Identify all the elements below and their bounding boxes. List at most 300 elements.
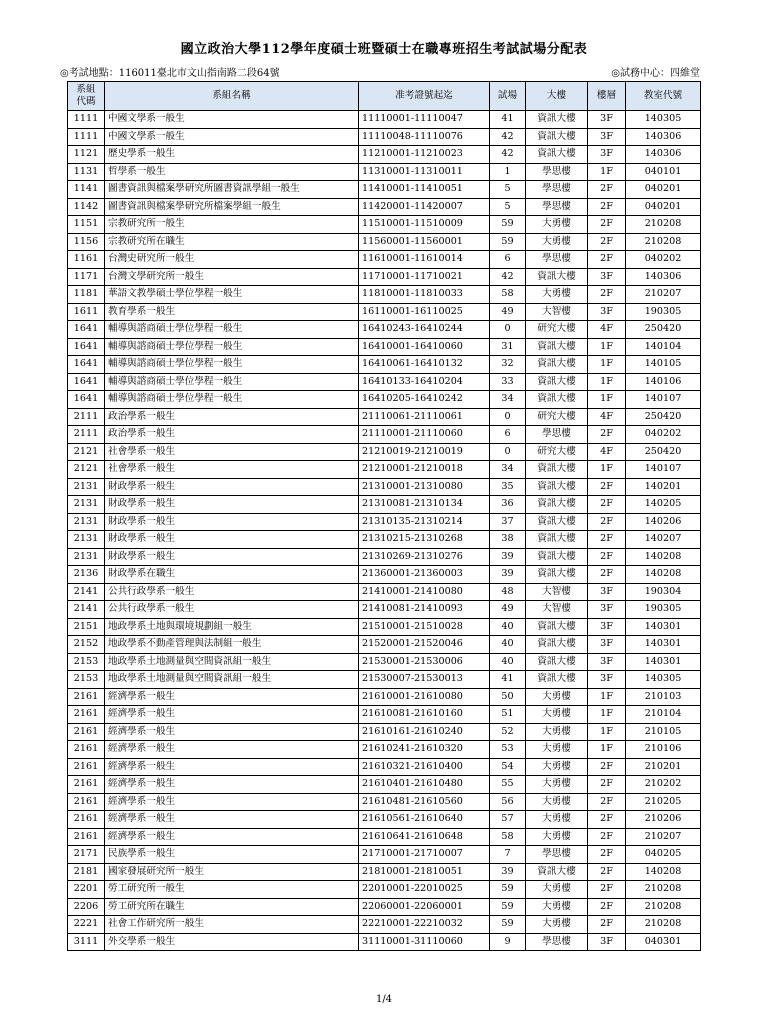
classroom-code-cell: 210207: [626, 286, 701, 304]
classroom-code-cell: 140208: [626, 548, 701, 566]
dept-name-cell: 經濟學系一般生: [105, 741, 359, 759]
room-cell: 58: [490, 286, 526, 304]
room-cell: 56: [490, 793, 526, 811]
building-cell: 大勇樓: [526, 828, 588, 846]
table-row: [68, 268, 701, 286]
ticket-range-cell: 16410243-16410244: [359, 321, 490, 339]
floor-cell: 2F: [588, 531, 626, 549]
ticket-range-cell: 21610001-21610080: [359, 688, 490, 706]
room-cell: 34: [490, 391, 526, 409]
table-row: [68, 216, 701, 234]
ticket-range-cell: 21410001-21410080: [359, 583, 490, 601]
dept-name-cell: 地政學系土地測量與空間資訊組一般生: [105, 671, 359, 689]
room-cell: 38: [490, 531, 526, 549]
dept-code-cell: 1111: [68, 128, 105, 146]
dept-code-cell: 2201: [68, 881, 105, 899]
ticket-range-cell: 11420001-11420007: [359, 198, 490, 216]
ticket-range-cell: 22010001-22010025: [359, 881, 490, 899]
ticket-range-cell: 21310081-21310134: [359, 496, 490, 514]
floor-cell: 3F: [588, 146, 626, 164]
building-cell: 大勇樓: [526, 758, 588, 776]
dept-code-cell: 1611: [68, 303, 105, 321]
classroom-code-cell: 250420: [626, 443, 701, 461]
dept-name-cell: 經濟學系一般生: [105, 811, 359, 829]
col-building-header: 大樓: [526, 82, 588, 111]
dept-name-cell: 社會學系一般生: [105, 443, 359, 461]
classroom-code-cell: 190305: [626, 303, 701, 321]
building-cell: 資訊大樓: [526, 338, 588, 356]
building-cell: 研究大樓: [526, 408, 588, 426]
room-cell: 59: [490, 216, 526, 234]
table-row: [68, 566, 701, 584]
ticket-range-cell: 21110001-21110060: [359, 426, 490, 444]
floor-cell: 2F: [588, 793, 626, 811]
ticket-range-cell: 16110001-16110025: [359, 303, 490, 321]
room-cell: 42: [490, 146, 526, 164]
building-cell: 大智樓: [526, 601, 588, 619]
classroom-code-cell: 210205: [626, 793, 701, 811]
table-row: [68, 776, 701, 794]
classroom-code-cell: 210208: [626, 916, 701, 934]
room-cell: 41: [490, 671, 526, 689]
room-cell: 9: [490, 933, 526, 951]
dept-name-cell: 勞工研究所在職生: [105, 898, 359, 916]
classroom-code-cell: 210208: [626, 881, 701, 899]
table-row: [68, 828, 701, 846]
room-cell: 53: [490, 741, 526, 759]
classroom-code-cell: 140106: [626, 373, 701, 391]
table-row: [68, 146, 701, 164]
classroom-code-cell: 210202: [626, 776, 701, 794]
floor-cell: 2F: [588, 251, 626, 269]
floor-cell: 4F: [588, 408, 626, 426]
dept-code-cell: 2131: [68, 496, 105, 514]
floor-cell: 1F: [588, 723, 626, 741]
dept-code-cell: 2136: [68, 566, 105, 584]
dept-name-cell: 中國文學系一般生: [105, 128, 359, 146]
ticket-range-cell: 22210001-22210032: [359, 916, 490, 934]
floor-cell: 2F: [588, 863, 626, 881]
table-row: [68, 163, 701, 181]
floor-cell: 1F: [588, 373, 626, 391]
dept-name-cell: 華語文教學碩士學位學程一般生: [105, 286, 359, 304]
building-cell: 資訊大樓: [526, 531, 588, 549]
room-cell: 52: [490, 723, 526, 741]
table-row: [68, 111, 701, 129]
floor-cell: 3F: [588, 303, 626, 321]
dept-name-cell: 中國文學系一般生: [105, 111, 359, 129]
floor-cell: 1F: [588, 338, 626, 356]
floor-cell: 4F: [588, 443, 626, 461]
table-header: [68, 82, 701, 111]
floor-cell: 1F: [588, 163, 626, 181]
table-row: [68, 461, 701, 479]
floor-cell: 3F: [588, 583, 626, 601]
building-cell: 學思樓: [526, 163, 588, 181]
ticket-range-cell: 21210019-21210019: [359, 443, 490, 461]
col-classroom-code-header: 教室代號: [626, 82, 701, 111]
table-row: [68, 706, 701, 724]
floor-cell: 2F: [588, 811, 626, 829]
ticket-range-cell: 16410133-16410204: [359, 373, 490, 391]
dept-code-cell: 2161: [68, 793, 105, 811]
table-row: [68, 356, 701, 374]
classroom-code-cell: 140107: [626, 461, 701, 479]
floor-cell: 1F: [588, 706, 626, 724]
building-cell: 資訊大樓: [526, 653, 588, 671]
building-cell: 大智樓: [526, 303, 588, 321]
dept-code-cell: 2161: [68, 741, 105, 759]
classroom-code-cell: 140208: [626, 566, 701, 584]
dept-name-cell: 經濟學系一般生: [105, 706, 359, 724]
dept-code-cell: 1156: [68, 233, 105, 251]
classroom-code-cell: 040301: [626, 933, 701, 951]
room-cell: 42: [490, 128, 526, 146]
ticket-range-cell: 11810001-11810033: [359, 286, 490, 304]
classroom-code-cell: 140301: [626, 618, 701, 636]
dept-code-cell: 2131: [68, 548, 105, 566]
classroom-code-cell: 140306: [626, 128, 701, 146]
floor-cell: 3F: [588, 601, 626, 619]
classroom-code-cell: 140305: [626, 671, 701, 689]
table-row: [68, 741, 701, 759]
dept-name-cell: 經濟學系一般生: [105, 758, 359, 776]
room-cell: 0: [490, 443, 526, 461]
room-cell: 40: [490, 653, 526, 671]
dept-code-cell: 2151: [68, 618, 105, 636]
ticket-range-cell: 11560001-11560001: [359, 233, 490, 251]
table-row: [68, 531, 701, 549]
dept-name-cell: 勞工研究所一般生: [105, 881, 359, 899]
classroom-code-cell: 140306: [626, 146, 701, 164]
dept-name-cell: 地政學系土地與環境規劃組一般生: [105, 618, 359, 636]
floor-cell: 2F: [588, 478, 626, 496]
floor-cell: 3F: [588, 268, 626, 286]
building-cell: 學思樓: [526, 933, 588, 951]
ticket-range-cell: 21530001-21530006: [359, 653, 490, 671]
classroom-code-cell: 250420: [626, 321, 701, 339]
room-cell: 59: [490, 898, 526, 916]
building-cell: 資訊大樓: [526, 356, 588, 374]
dept-name-cell: 社會學系一般生: [105, 461, 359, 479]
table-row: [68, 636, 701, 654]
table-row: [68, 391, 701, 409]
dept-code-cell: 2131: [68, 531, 105, 549]
table-row: [68, 478, 701, 496]
table-row: [68, 898, 701, 916]
table-row: [68, 601, 701, 619]
col-room-header: 試場: [490, 82, 526, 111]
exam-location: ◎考試地點：116011臺北市文山指南路二段64號: [60, 68, 280, 79]
dept-code-cell: 3111: [68, 933, 105, 951]
dept-name-cell: 社會工作研究所一般生: [105, 916, 359, 934]
classroom-code-cell: 210103: [626, 688, 701, 706]
building-cell: 資訊大樓: [526, 146, 588, 164]
room-cell: 34: [490, 461, 526, 479]
table-row: [68, 233, 701, 251]
dept-name-cell: 經濟學系一般生: [105, 793, 359, 811]
room-cell: 57: [490, 811, 526, 829]
dept-name-cell: 政治學系一般生: [105, 408, 359, 426]
room-cell: 59: [490, 233, 526, 251]
ticket-range-cell: 16410061-16410132: [359, 356, 490, 374]
ticket-range-cell: 21360001-21360003: [359, 566, 490, 584]
dept-code-cell: 2121: [68, 461, 105, 479]
classroom-code-cell: 210105: [626, 723, 701, 741]
dept-name-cell: 教育學系一般生: [105, 303, 359, 321]
dept-code-cell: 2181: [68, 863, 105, 881]
building-cell: 資訊大樓: [526, 373, 588, 391]
col-dept-name-header: 系組名稱: [105, 82, 359, 111]
room-cell: 59: [490, 881, 526, 899]
dept-name-cell: 國家發展研究所一般生: [105, 863, 359, 881]
building-cell: 大勇樓: [526, 811, 588, 829]
ticket-range-cell: 11210001-11210023: [359, 146, 490, 164]
table-row: [68, 286, 701, 304]
building-cell: 學思樓: [526, 251, 588, 269]
classroom-code-cell: 140107: [626, 391, 701, 409]
dept-name-cell: 財政學系一般生: [105, 496, 359, 514]
floor-cell: 2F: [588, 513, 626, 531]
ticket-range-cell: 21310001-21310080: [359, 478, 490, 496]
dept-name-cell: 輔導與諮商碩士學位學程一般生: [105, 391, 359, 409]
ticket-range-cell: 21610641-21610648: [359, 828, 490, 846]
building-cell: 學思樓: [526, 181, 588, 199]
room-cell: 0: [490, 321, 526, 339]
dept-code-cell: 1181: [68, 286, 105, 304]
building-cell: 資訊大樓: [526, 618, 588, 636]
header-row: [68, 82, 701, 111]
table-row: [68, 373, 701, 391]
table-body: [68, 111, 701, 951]
building-cell: 大勇樓: [526, 216, 588, 234]
building-cell: 大勇樓: [526, 723, 588, 741]
ticket-range-cell: 21210001-21210018: [359, 461, 490, 479]
building-cell: 大勇樓: [526, 688, 588, 706]
room-cell: 59: [490, 916, 526, 934]
dept-name-cell: 宗教研究所在職生: [105, 233, 359, 251]
room-cell: 39: [490, 566, 526, 584]
room-cell: 40: [490, 636, 526, 654]
classroom-code-cell: 140205: [626, 496, 701, 514]
classroom-code-cell: 210208: [626, 898, 701, 916]
room-cell: 6: [490, 251, 526, 269]
table-row: [68, 338, 701, 356]
dept-code-cell: 2153: [68, 653, 105, 671]
classroom-code-cell: 140206: [626, 513, 701, 531]
building-cell: 大勇樓: [526, 916, 588, 934]
classroom-code-cell: 250420: [626, 408, 701, 426]
ticket-range-cell: 11410001-11410051: [359, 181, 490, 199]
table-row: [68, 198, 701, 216]
dept-name-cell: 公共行政學系一般生: [105, 583, 359, 601]
floor-cell: 3F: [588, 128, 626, 146]
dept-code-cell: 2161: [68, 828, 105, 846]
room-cell: 37: [490, 513, 526, 531]
dept-name-cell: 輔導與諮商碩士學位學程一般生: [105, 356, 359, 374]
dept-code-cell: 1111: [68, 111, 105, 129]
dept-code-cell: 2161: [68, 723, 105, 741]
dept-code-cell: 2171: [68, 846, 105, 864]
room-cell: 31: [490, 338, 526, 356]
dept-name-cell: 經濟學系一般生: [105, 688, 359, 706]
table-row: [68, 793, 701, 811]
ticket-range-cell: 21610081-21610160: [359, 706, 490, 724]
building-cell: 大勇樓: [526, 233, 588, 251]
floor-cell: 4F: [588, 321, 626, 339]
floor-cell: 1F: [588, 391, 626, 409]
dept-name-cell: 哲學系一般生: [105, 163, 359, 181]
dept-code-cell: 2161: [68, 776, 105, 794]
dept-code-cell: 1641: [68, 321, 105, 339]
building-cell: 資訊大樓: [526, 548, 588, 566]
dept-name-cell: 經濟學系一般生: [105, 776, 359, 794]
dept-code-cell: 1121: [68, 146, 105, 164]
dept-code-cell: 1161: [68, 251, 105, 269]
table-row: [68, 251, 701, 269]
table-row: [68, 583, 701, 601]
building-cell: 學思樓: [526, 198, 588, 216]
col-ticket-range-header: 准考證號起迄: [359, 82, 490, 111]
room-cell: 1: [490, 163, 526, 181]
ticket-range-cell: 16410001-16410060: [359, 338, 490, 356]
ticket-range-cell: 11510001-11510009: [359, 216, 490, 234]
table-row: [68, 321, 701, 339]
dept-name-cell: 財政學系一般生: [105, 513, 359, 531]
exam-center: ◎試務中心：四維堂: [611, 68, 700, 79]
dept-code-cell: 2121: [68, 443, 105, 461]
document-title: 國立政治大學112學年度碩士班暨碩士在職專班招生考試試場分配表: [180, 42, 588, 57]
col-dept-code-header: 系組 代碼: [68, 82, 105, 111]
table-row: [68, 863, 701, 881]
dept-name-cell: 圖書資訊與檔案學研究所檔案學組一般生: [105, 198, 359, 216]
dept-code-cell: 2206: [68, 898, 105, 916]
ticket-range-cell: 11710001-11710021: [359, 268, 490, 286]
dept-name-cell: 財政學系一般生: [105, 478, 359, 496]
floor-cell: 1F: [588, 356, 626, 374]
table-row: [68, 128, 701, 146]
classroom-code-cell: 210104: [626, 706, 701, 724]
ticket-range-cell: 21710001-21710007: [359, 846, 490, 864]
classroom-code-cell: 140104: [626, 338, 701, 356]
room-cell: 32: [490, 356, 526, 374]
classroom-code-cell: 040201: [626, 198, 701, 216]
building-cell: 研究大樓: [526, 443, 588, 461]
table-row: [68, 723, 701, 741]
dept-code-cell: 2161: [68, 758, 105, 776]
building-cell: 大勇樓: [526, 706, 588, 724]
building-cell: 資訊大樓: [526, 496, 588, 514]
dept-name-cell: 地政學系土地測量與空間資訊組一般生: [105, 653, 359, 671]
table-row: [68, 548, 701, 566]
ticket-range-cell: 31110001-31110060: [359, 933, 490, 951]
dept-name-cell: 輔導與諮商碩士學位學程一般生: [105, 373, 359, 391]
building-cell: 資訊大樓: [526, 863, 588, 881]
dept-name-cell: 民族學系一般生: [105, 846, 359, 864]
ticket-range-cell: 11610001-11610014: [359, 251, 490, 269]
building-cell: 資訊大樓: [526, 128, 588, 146]
ticket-range-cell: 21610561-21610640: [359, 811, 490, 829]
classroom-code-cell: 140301: [626, 636, 701, 654]
floor-cell: 3F: [588, 933, 626, 951]
room-cell: 39: [490, 863, 526, 881]
floor-cell: 2F: [588, 846, 626, 864]
classroom-code-cell: 210208: [626, 233, 701, 251]
dept-code-cell: 1641: [68, 373, 105, 391]
ticket-range-cell: 21610401-21610480: [359, 776, 490, 794]
floor-cell: 3F: [588, 671, 626, 689]
building-cell: 大智樓: [526, 583, 588, 601]
floor-cell: 3F: [588, 618, 626, 636]
table-row: [68, 688, 701, 706]
room-cell: 42: [490, 268, 526, 286]
classroom-code-cell: 040201: [626, 181, 701, 199]
dept-code-cell: 2141: [68, 583, 105, 601]
floor-cell: 2F: [588, 286, 626, 304]
dept-code-cell: 1131: [68, 163, 105, 181]
building-cell: 資訊大樓: [526, 268, 588, 286]
classroom-code-cell: 140105: [626, 356, 701, 374]
ticket-range-cell: 16410205-16410242: [359, 391, 490, 409]
classroom-code-cell: 040101: [626, 163, 701, 181]
floor-cell: 3F: [588, 636, 626, 654]
room-cell: 55: [490, 776, 526, 794]
floor-cell: 2F: [588, 496, 626, 514]
page-number: 1/4: [375, 994, 393, 1005]
dept-name-cell: 財政學系在職生: [105, 566, 359, 584]
room-cell: 39: [490, 548, 526, 566]
room-cell: 50: [490, 688, 526, 706]
ticket-range-cell: 21610241-21610320: [359, 741, 490, 759]
dept-name-cell: 財政學系一般生: [105, 531, 359, 549]
room-cell: 40: [490, 618, 526, 636]
classroom-code-cell: 210106: [626, 741, 701, 759]
room-cell: 5: [490, 181, 526, 199]
dept-name-cell: 台灣史研究所一般生: [105, 251, 359, 269]
classroom-code-cell: 190305: [626, 601, 701, 619]
room-cell: 36: [490, 496, 526, 514]
ticket-range-cell: 21510001-21510028: [359, 618, 490, 636]
dept-code-cell: 1641: [68, 391, 105, 409]
classroom-code-cell: 210206: [626, 811, 701, 829]
ticket-range-cell: 22060001-22060001: [359, 898, 490, 916]
dept-name-cell: 地政學系不動產管理與法制組一般生: [105, 636, 359, 654]
building-cell: 資訊大樓: [526, 671, 588, 689]
ticket-range-cell: 21610161-21610240: [359, 723, 490, 741]
dept-code-cell: 1141: [68, 181, 105, 199]
table-row: [68, 916, 701, 934]
table-row: [68, 618, 701, 636]
ticket-range-cell: 21410081-21410093: [359, 601, 490, 619]
classroom-code-cell: 140301: [626, 653, 701, 671]
dept-code-cell: 2153: [68, 671, 105, 689]
dept-name-cell: 輔導與諮商碩士學位學程一般生: [105, 321, 359, 339]
table-row: [68, 181, 701, 199]
floor-cell: 2F: [588, 828, 626, 846]
ticket-range-cell: 21610321-21610400: [359, 758, 490, 776]
table-row: [68, 671, 701, 689]
building-cell: 資訊大樓: [526, 566, 588, 584]
floor-cell: 1F: [588, 741, 626, 759]
building-cell: 學思樓: [526, 846, 588, 864]
building-cell: 大勇樓: [526, 776, 588, 794]
table-row: [68, 426, 701, 444]
room-cell: 51: [490, 706, 526, 724]
dept-name-cell: 宗教研究所一般生: [105, 216, 359, 234]
dept-code-cell: 2141: [68, 601, 105, 619]
dept-name-cell: 經濟學系一般生: [105, 828, 359, 846]
room-cell: 41: [490, 111, 526, 129]
